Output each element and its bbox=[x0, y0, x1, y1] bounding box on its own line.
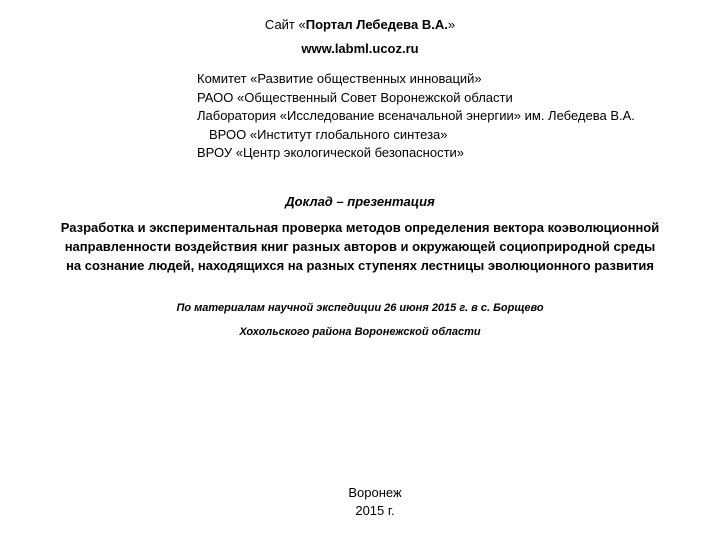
document-type: Доклад – презентация bbox=[285, 194, 435, 209]
site-prefix: Сайт « bbox=[264, 17, 306, 32]
document-title bbox=[0, 218, 720, 275]
title-line: на сознание людей, находящихся на разных ступенях лестницы эволюционного развития bbox=[66, 258, 654, 273]
site-name: Портал Лебедева В.А. bbox=[305, 17, 448, 32]
title-line: направленности воздействия книг разных авторов и окружающей социоприродной среды bbox=[64, 239, 656, 254]
organization-line: РАОО «Общественный Совет Воронежской области bbox=[197, 89, 513, 105]
site-url[interactable]: www.labml.ucoz.ru bbox=[301, 41, 419, 56]
footer-city: Воронеж bbox=[348, 485, 402, 500]
source-line-2: Хохольского района Воронежской области bbox=[239, 326, 481, 338]
footer-year: 2015 г. bbox=[355, 503, 395, 518]
footer bbox=[0, 484, 720, 520]
organizations-list bbox=[197, 70, 635, 163]
site-line bbox=[0, 17, 720, 32]
organization-line: ВРОО «Институт глобального синтеза» bbox=[209, 126, 448, 142]
title-line: Разработка и экспериментальная проверка методов определения вектора коэволюционной bbox=[60, 220, 660, 235]
organization-line: Лаборатория «Исследование всеначальной энергии» им. Лебедева В.А. bbox=[197, 108, 635, 123]
organization-line: ВРОУ «Центр экологической безопасности» bbox=[197, 145, 465, 160]
site-suffix: » bbox=[447, 17, 456, 32]
organization-line: Комитет «Развитие общественных инноваций» bbox=[197, 71, 482, 86]
source-line-1: По материалам научной экспедиции 26 июня 2015 г. в с. Борщево bbox=[176, 302, 544, 314]
